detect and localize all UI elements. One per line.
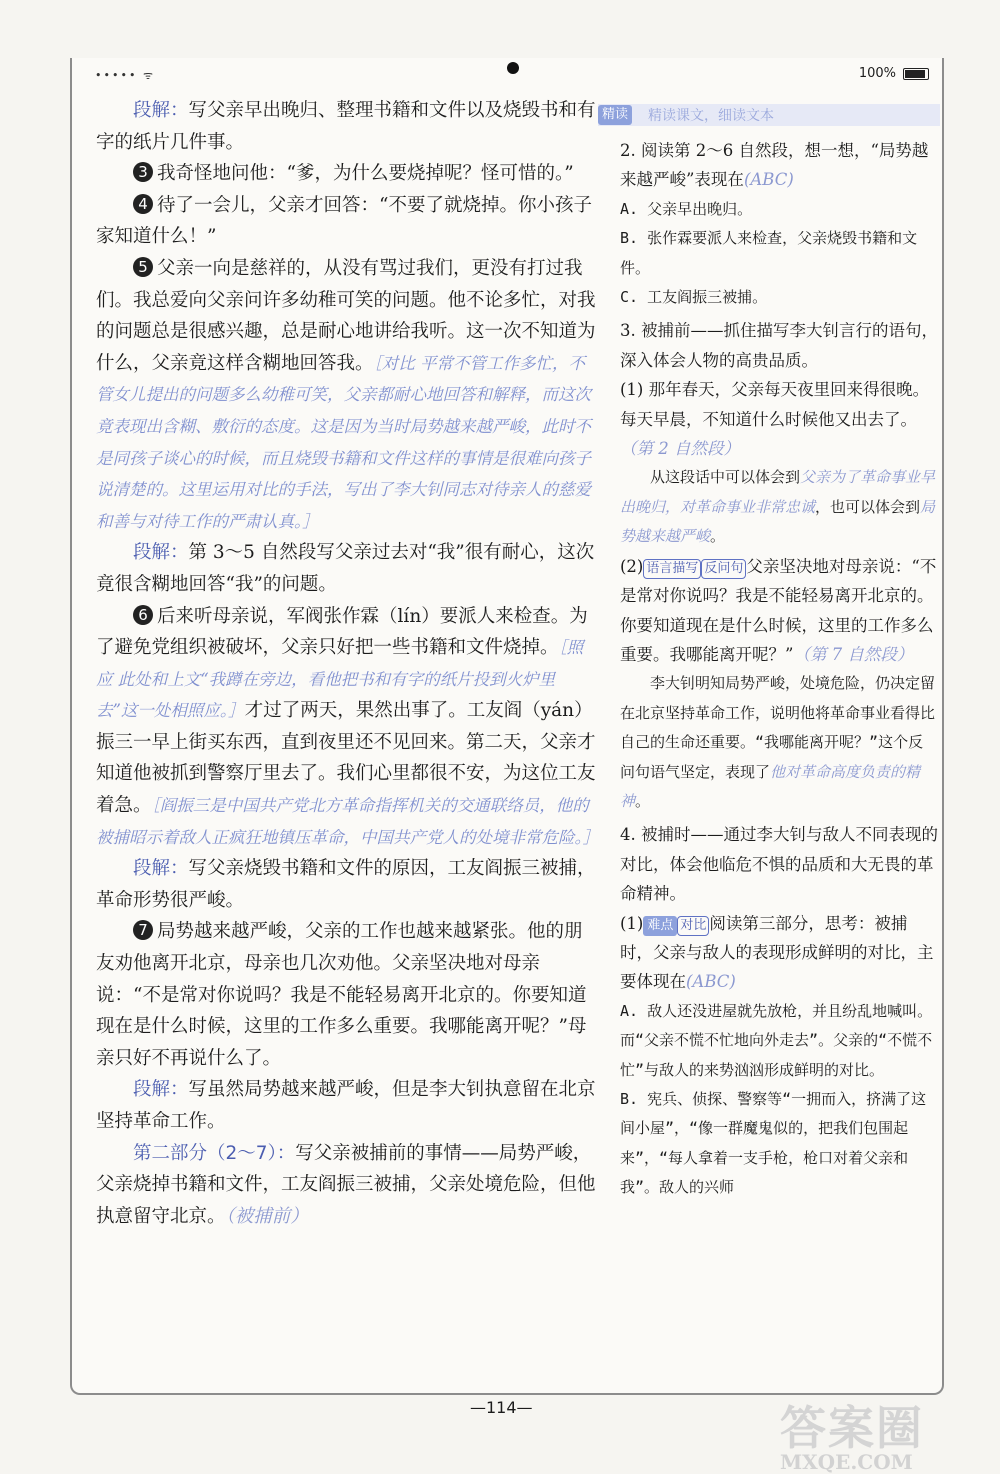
q2-option-b: B. 张作霖要派人来检查，父亲烧毁书籍和文件。	[620, 229, 918, 277]
page-number: —114—	[470, 1398, 533, 1417]
tag-rhetorical: 反问句	[701, 559, 746, 579]
paragraph-3: 3 我奇怪地问他：“爹，为什么要烧掉呢？怪可惜的。”	[96, 158, 596, 190]
paragraph-4: 4 待了一会儿，父亲才回答：“不要了就烧掉。你小孩子家知道什么！”	[96, 194, 592, 248]
tag-contrast: 对比	[677, 916, 709, 936]
paragraph-number-badge: 3	[133, 162, 153, 182]
tag-language: 语言描写	[643, 559, 701, 579]
part-label: 第二部分（2～7）：	[133, 1142, 296, 1164]
question-4: 4. 被捕时——通过李大钊与敌人不同表现的对比，体会他临危不惧的品质和大无畏的革命精神。	[620, 825, 938, 904]
q2-option-a: A. 父亲早出晚归。	[620, 199, 753, 218]
watermark-logo: 答案圈 MXQE.COM	[780, 1401, 924, 1474]
annotation-note: ［阎振三是中国共产党北方革命指挥机关的交通联络员，他的被捕昭示着敌人正疯狂地镇压革命，中国共产党人的处境非常危险。］	[96, 796, 600, 847]
summary-label: 段解：	[133, 542, 189, 564]
answer-3-2: 李大钊明知局势严峻，处境危险，仍决定留在北京坚持革命工作，说明他将革命事业看得比自己的生命还重要。“我哪能离开呢？”这个反问句语气坚定，表现了他对革命高度负责的精神。	[620, 674, 936, 810]
question-3-2: (2) 语言描写 反问句 父亲坚决地对母亲说：“不是常对你说吗？我是不能轻易离开北京的。你要知道现在是什么时候，这里的工作多么重要。我哪能离开呢？”（第 7 自然段）	[620, 556, 937, 664]
paragraph-7: 7 局势越来越严峻，父亲的工作也越来越紧张。他的朋友劝他离开北京，母亲也几次劝他。父亲坚决地对母亲说：“不是常对你说吗？我是不能轻易离开北京的。你要知道现在是什么时候，这里的工作多么重要。我哪能离开呢？”母亲只好不再说什么了。	[96, 921, 587, 1069]
signal-icon: ••••• ᯤ	[95, 69, 155, 82]
summary-label: 段解：	[133, 1079, 189, 1101]
question-4-1: (1) 难点 对比 阅读第三部分，思考：被捕时，父亲与敌人的表现形成鲜明的对比，主要体现在(ABC)	[620, 913, 934, 992]
summary-label: 段解：	[133, 100, 189, 121]
jingdu-banner	[598, 104, 940, 126]
battery-percent: 100%	[858, 66, 896, 81]
summary-label: 段解：	[133, 858, 189, 880]
q4-option-b: B. 宪兵、侦探、警察等“一拥而入，挤满了这间小屋”，“像一群魔鬼似的，把我们包围起来”，“每人拿着一支手枪，枪口对着父亲和我”。敌人的兴师	[620, 1090, 927, 1197]
paragraph-number-badge: 6	[133, 605, 153, 625]
q4-option-a: A. 敌人还没进屋就先放枪，并且纷乱地喊叫。而“父亲不慌不忙地向外走去”。父亲的“不慌不忙”与敌人的来势汹汹形成鲜明的对比。	[620, 1001, 933, 1079]
battery-icon	[903, 68, 929, 80]
right-column	[620, 136, 938, 1203]
question-2: 2. 阅读第 2～6 自然段，想一想，“局势越来越严峻”表现在(ABC)	[620, 141, 929, 190]
q2-option-c: C. 工友阎振三被捕。	[620, 288, 768, 307]
annotation-note: ［对比 平常不管工作多忙，不管女儿提出的问题多么幼稚可笑，父亲都耐心地回答和解释，而这次竟表现出含糊、敷衍的态度。这是因为当时局势越来越严峻，此时不是同孩子谈心的时候，而且烧毁书籍和文件这样的事情是很难向孩子说清楚的。这里运用对比的手法，写出了李大钊同志对待亲人的慈爱和善与对待工作的严肃认真。］	[96, 353, 591, 531]
jingdu-subtitle: 精读课文，细读文本	[648, 108, 774, 124]
answer-3-1: 从这段话中可以体会到父亲为了革命事业早出晚归，对革命事业非常忠诚，也可以体会到局势越来越严峻。	[620, 468, 936, 546]
paragraph-5: 5 父亲一向是慈祥的，从没有骂过我们，更没有打过我们。我总爱向父亲问许多幼稚可笑的问题。他不论多忙，对我的问题总是很感兴趣，总是耐心地讲给我听。这一次不知道为什么，父亲竟这样含糊地回答我。［对比 平常不管工作多忙，不管女儿提出的问题多么幼稚可笑，父亲都耐心地回答和解释，而这次竟表现出含糊、敷衍的态度。这是因为当时局势越来越严峻，此时不是同孩子谈心的时候，而且烧毁书籍和文件这样的事情是很难向孩子说清楚的。这里运用对比的手法，写出了李大钊同志对待亲人的慈爱和善与对待工作的严肃认真。］	[96, 257, 596, 531]
camera-dot-icon	[507, 62, 519, 74]
paragraph-summary: 段解：第 3～5 自然段写父亲过去对“我”很有耐心，这次竟很含糊地回答“我”的问题。	[96, 542, 595, 595]
paragraph-summary: 段解：写父亲早出晚归、整理书籍和文件以及烧毁书和有字的纸片几件事。	[96, 100, 596, 153]
annotation-note: ［照应 此处和上文“我蹲在旁边，看他把书和有字的纸片投到火炉里去”这一处相照应。］	[96, 638, 584, 721]
paragraph-summary: 段解：写虽然局势越来越严峻，但是李大钊执意留在北京坚持革命工作。	[96, 1079, 596, 1132]
paragraph-summary: 段解：写父亲烧毁书籍和文件的原因，工友阎振三被捕，革命形势很严峻。	[96, 858, 596, 911]
status-bar	[70, 56, 944, 92]
paragraph-number-badge: 4	[133, 194, 153, 214]
question-3-1: (1) 那年春天，父亲每天夜里回来得很晚。每天早晨，不知道什么时候他又出去了。（第 2 自然段）	[620, 380, 930, 459]
jingdu-tag: 精读	[598, 105, 632, 125]
paragraph-number-badge: 7	[133, 920, 153, 940]
paragraph-6: 6 后来听母亲说，军阀张作霖（lín）要派人来检查。为了避免党组织被破坏，父亲只好把一些书籍和文件烧掉。［照应 此处和上文“我蹲在旁边，看他把书和有字的纸片投到火炉里去”这一处相照应。］才过了两天，果然出事了。工友阎（yán）振三一早上街买东西，直到夜里还不见回来。第二天，父亲才知道他被抓到警察厅里去了。我们心里都很不安，为这位工友着急。［阎振三是中国共产党北方革命指挥机关的交通联络员，他的被捕昭示着敌人正疯狂地镇压革命，中国共产党人的处境非常危险。］	[96, 605, 600, 847]
question-3: 3. 被捕前——抓住描写李大钊言行的语句，深入体会人物的高贵品质。	[620, 321, 938, 370]
tag-difficulty: 难点	[643, 916, 677, 936]
answer-q2: (ABC)	[743, 170, 794, 190]
part-summary: 第二部分（2～7）：写父亲被捕前的事情——局势严峻，父亲烧掉书籍和文件，工友阎振三被捕，父亲处境危险，但他执意留守北京。（被捕前）	[96, 1142, 596, 1227]
paragraph-number-badge: 5	[133, 257, 153, 277]
left-column	[96, 95, 600, 1232]
